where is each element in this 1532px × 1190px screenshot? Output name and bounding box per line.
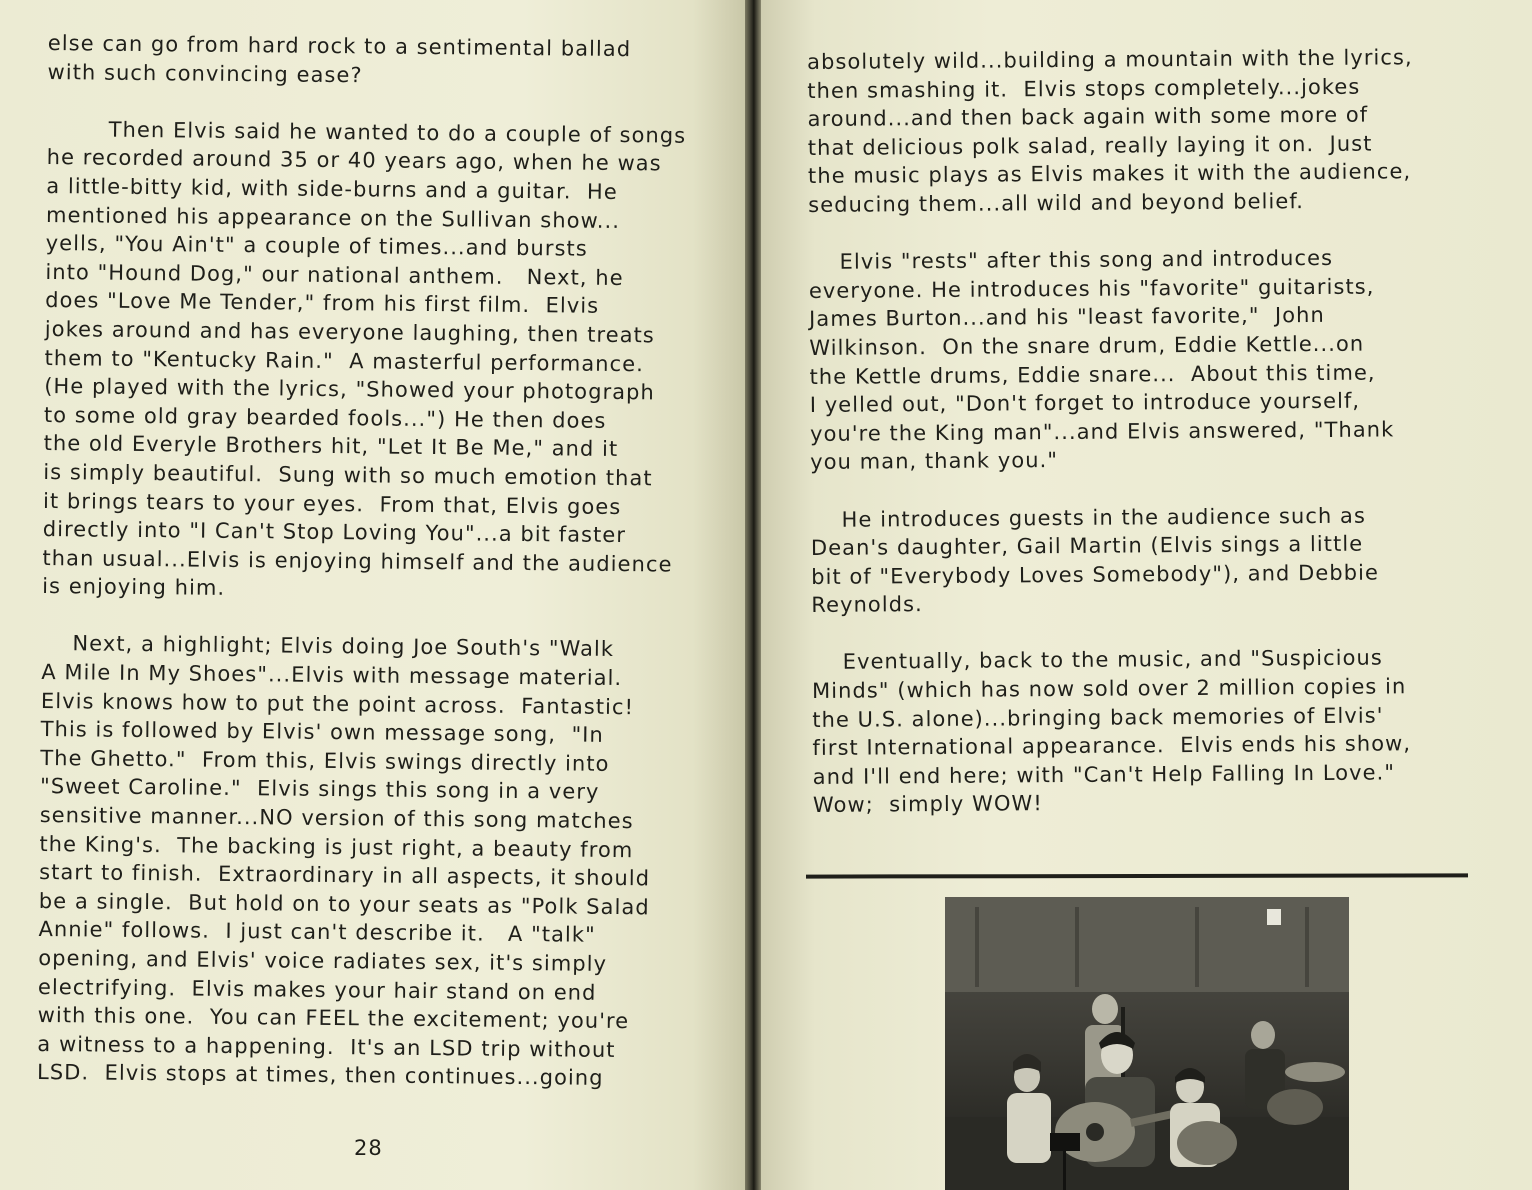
right-page	[761, 0, 1532, 1190]
text-line: start to finish. Extraordinary in all aspects, it should	[39, 860, 651, 891]
text-line: the Kettle drums, Eddie snare... About this time,	[809, 360, 1376, 389]
text-line: is simply beautiful. Sung with so much emotion that	[43, 459, 653, 491]
book-gutter	[745, 0, 761, 1190]
text-line: a little-bitty kid, with side-burns and a guitar. He	[46, 173, 618, 204]
text-line: Elvis "rests" after this song and introduces	[808, 246, 1334, 275]
right-page-text	[807, 43, 1419, 820]
text-line: yells, "You Ain't" a couple of times...and bursts	[45, 231, 588, 261]
text-line: Minds" (which has now sold over 2 million copies in	[811, 674, 1407, 704]
text-line: the U.S. alone)...bringing back memories of Elvis'	[812, 703, 1384, 732]
text-line: "Sweet Caroline." Elvis sings this song in a very	[39, 774, 600, 805]
text-line: he recorded around 35 or 40 years ago, when he was	[46, 145, 662, 176]
text-line: then smashing it. Elvis stops completely...jokes	[807, 74, 1361, 103]
text-line: the old Everyle Brothers hit, "Let It Be Me," and it	[43, 431, 619, 462]
text-line: Dean's daughter, Gail Martin (Elvis sings a little	[810, 531, 1364, 561]
text-line: This is followed by Elvis' own message song, "In	[40, 717, 604, 748]
text-line: Wow; simply WOW!	[812, 791, 1043, 818]
page-number: 28	[354, 1136, 383, 1160]
text-line: than usual...Elvis is enjoying himself and the audience	[42, 545, 673, 577]
text-line: to some old gray bearded fools...") He then does	[43, 402, 607, 433]
text-line: directly into "I Can't Stop Loving You"...a bit faster	[42, 517, 627, 548]
concert-photo	[945, 897, 1349, 1190]
text-line: Next, a highlight; Elvis doing Joe South's "Walk	[41, 631, 615, 662]
text-line: a witness to a happening. It's an LSD trip without	[37, 1031, 616, 1062]
text-line: He introduces guests in the audience such as	[810, 503, 1367, 532]
text-line: Wilkinson. On the snare drum, Eddie Kettle...on	[809, 331, 1365, 360]
text-line: Then Elvis said he wanted to do a couple of songs	[46, 116, 687, 148]
text-line: The Ghetto." From this, Elvis swings directly into	[40, 745, 610, 776]
text-line: it brings tears to your eyes. From that, Elvis goes	[42, 488, 622, 519]
text-line: and I'll end here; with "Can't Help Falling In Love."	[812, 760, 1396, 789]
text-line: jokes around and has everyone laughing, then treats	[44, 316, 656, 348]
text-line: with such convincing ease?	[47, 59, 363, 87]
text-line: (He played with the lyrics, "Showed your photograph	[44, 374, 655, 405]
text-line: Annie" follows. I just can't describe it. A "talk"	[38, 917, 596, 948]
text-line: you're the King man"...and Elvis answered, "Thank	[809, 417, 1395, 446]
text-line: electrifying. Elvis makes your hair stand on end	[37, 974, 597, 1005]
horizontal-rule	[806, 873, 1468, 878]
text-line: into "Hound Dog," our national anthem. Next, he	[45, 259, 624, 290]
text-line: LSD. Elvis stops at times, then continues...going	[36, 1060, 604, 1091]
text-line: around...and then back again with some more of	[807, 102, 1369, 132]
text-line: the music plays as Elvis makes it with the audience,	[807, 159, 1412, 189]
text-line: A Mile In My Shoes"...Elvis with message material.	[41, 660, 623, 691]
text-line: James Burton...and his "least favorite," John	[809, 303, 1325, 332]
text-line: them to "Kentucky Rain." A masterful performance.	[44, 345, 645, 376]
text-line: Elvis knows how to put the point across. Fantastic!	[40, 688, 635, 719]
text-line: you man, thank you."	[810, 448, 1059, 475]
text-line: with this one. You can FEEL the excitement; you're	[37, 1003, 630, 1034]
text-line: does "Love Me Tender," from his first film. Elvis	[45, 288, 600, 319]
text-line: bit of "Everybody Loves Somebody"), and Debbie	[811, 560, 1379, 589]
text-line: seducing them...all wild and beyond belief.	[808, 189, 1305, 217]
text-line: first International appearance. Elvis ends his show,	[812, 731, 1412, 761]
text-line: Reynolds.	[811, 592, 923, 618]
text-line: is enjoying him.	[42, 574, 226, 601]
left-page-text	[37, 29, 687, 1094]
text-line: opening, and Elvis' voice radiates sex, it's simply	[38, 945, 608, 976]
text-line: else can go from hard rock to a sentimental ballad	[47, 30, 632, 62]
text-line: sensitive manner...NO version of this song matches	[39, 802, 634, 834]
left-page	[0, 0, 745, 1190]
text-line: everyone. He introduces his "favorite" guitarists,	[808, 274, 1375, 303]
text-line: the King's. The backing is just right, a beauty from	[39, 831, 634, 862]
text-line: Eventually, back to the music, and "Suspicious	[811, 645, 1383, 675]
text-line: that delicious polk salad, really laying it on. Just	[807, 131, 1373, 160]
text-line: mentioned his appearance on the Sullivan show...	[45, 202, 621, 233]
text-line: be a single. But hold on to your seats as "Polk Salad	[38, 888, 650, 920]
text-line: I yelled out, "Don't forget to introduce yourself,	[809, 388, 1361, 418]
text-line: absolutely wild...building a mountain with the lyrics,	[807, 45, 1413, 74]
